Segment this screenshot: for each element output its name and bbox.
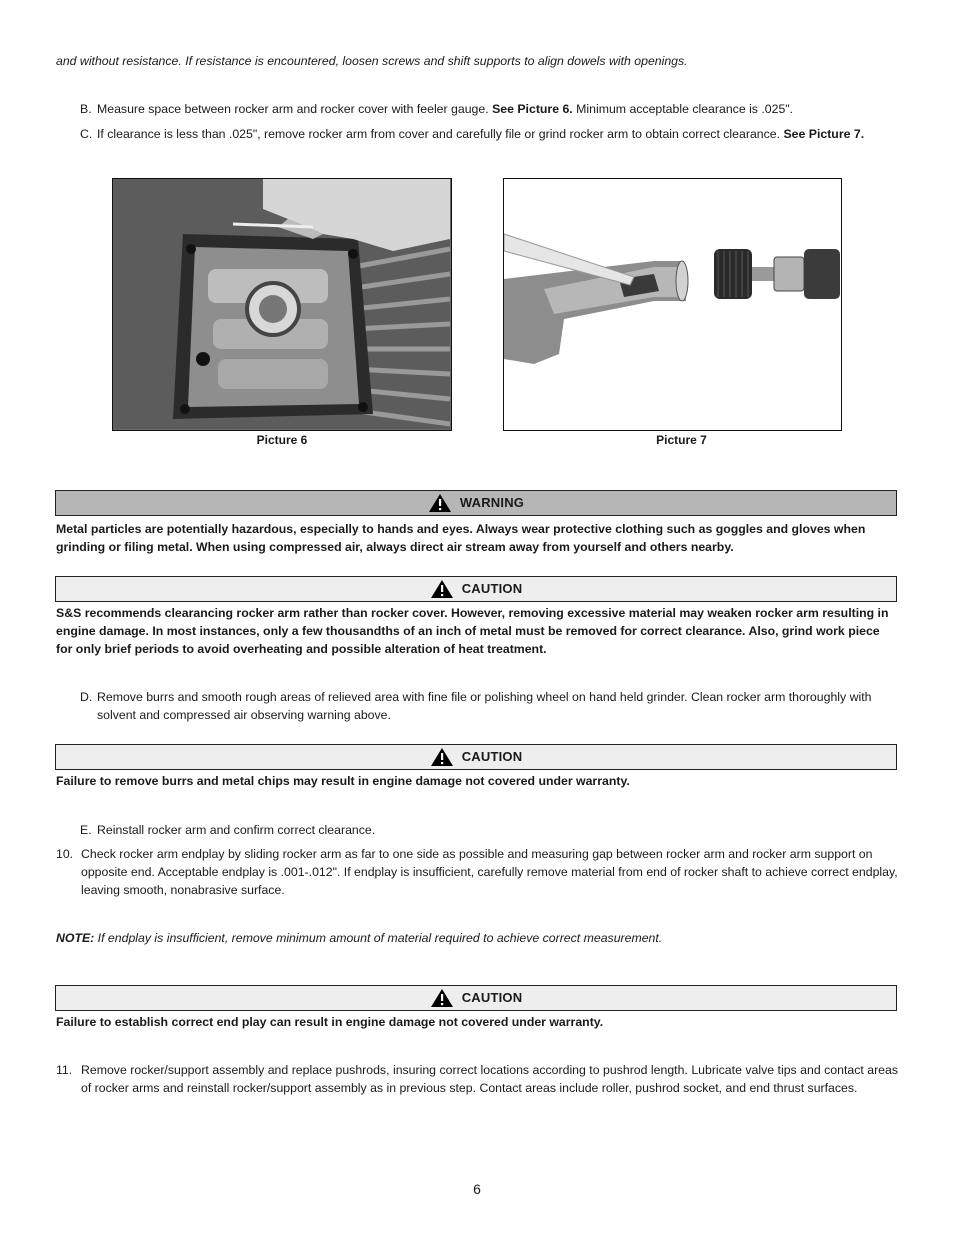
step-text: Remove rocker/support assembly and replace pushrods, insuring correct locations according to pushrod length. Lubricate valve tips and contact areas of rocker arms and reinstall rocker/support assembly as in previous step. Contact areas include roller, pushrod socket, and end thrust surfaces. <box>81 1063 898 1095</box>
step-text: Reinstall rocker arm and confirm correct clearance. <box>97 823 376 837</box>
intro-text: and without resistance. If resistance is encountered, loosen screws and shift supports to align dowels with openings. <box>56 54 688 68</box>
picture-7-photo <box>503 178 842 431</box>
warning-label: WARNING <box>459 495 525 510</box>
warning-triangle-icon <box>428 493 452 513</box>
caution-text: Failure to establish correct end play can result in engine damage not covered under warranty. <box>56 1015 604 1029</box>
step-text: If clearance is less than .025", remove rocker arm from cover and carefully file or grind rocker arm to obtain correct clearance. See Picture 7. <box>97 127 865 141</box>
step-e <box>80 821 898 839</box>
picture-6-caption: Picture 6 <box>256 433 308 447</box>
picture-6-photo <box>112 178 452 431</box>
warning-banner <box>55 490 897 516</box>
caution-banner <box>55 744 897 770</box>
step-text: Measure space between rocker arm and rocker cover with feeler gauge. See Picture 6. Minimum acceptable clearance is .025". <box>97 102 794 116</box>
step-text: Check rocker arm endplay by sliding rocker arm as far to one side as possible and measuring gap between rocker arm and rocker arm support on opposite end. Acceptable endplay is .001-.012". If endplay is insufficient, carefully remove material from end of rocker shaft to achieve correct endplay, leaving smooth, nonabrasive surface. <box>81 847 898 897</box>
note <box>56 929 898 947</box>
caution-banner <box>55 985 897 1011</box>
caution-text: S&S recommends clearancing rocker arm rather than rocker cover. However, removing excessive material may weaken rocker arm resulting in engine damage. In most instances, only a few thousandths of an inch of metal must be removed for correct clearance. Also, grind work piece for only brief periods to avoid overheating and possible alteration of heat treatment. <box>56 606 889 656</box>
warning-triangle-icon <box>430 988 454 1008</box>
caution-label: CAUTION <box>461 581 523 596</box>
page-number: 6 <box>473 1181 481 1197</box>
step-c <box>80 125 898 143</box>
step-marker: C. <box>80 127 93 141</box>
warning-text: Metal particles are potentially hazardous, especially to hands and eyes. Always wear protective clothing such as goggles and gloves when grinding or filing metal. When using compressed air, always direct air stream away from yourself and others nearby. <box>56 522 866 554</box>
step-10 <box>56 845 898 899</box>
step-marker: 11. <box>56 1063 73 1077</box>
note-label: NOTE: <box>56 931 95 945</box>
warning-triangle-icon <box>430 747 454 767</box>
step-marker: B. <box>80 102 92 116</box>
caution-banner <box>55 576 897 602</box>
step-marker: E. <box>80 823 92 837</box>
step-d <box>80 688 898 724</box>
warning-triangle-icon <box>430 579 454 599</box>
step-text: Remove burrs and smooth rough areas of relieved area with fine file or polishing wheel on hand held grinder. Clean rocker arm thoroughly with solvent and compressed air observing warning above. <box>97 690 872 722</box>
caution-label: CAUTION <box>461 749 523 764</box>
step-marker: 10. <box>56 847 74 861</box>
step-marker: D. <box>80 690 93 704</box>
engine-rocker-cover-image <box>113 179 450 429</box>
picture-6-reference: See Picture 6. <box>492 102 573 116</box>
rocker-arm-grinding-image <box>504 179 840 429</box>
step-b <box>80 100 898 118</box>
picture-7-caption: Picture 7 <box>656 433 707 447</box>
caution-text: Failure to remove burrs and metal chips may result in engine damage not covered under warranty. <box>56 774 630 788</box>
caution-label: CAUTION <box>461 990 523 1005</box>
step-11 <box>56 1061 898 1097</box>
picture-7-reference: See Picture 7. <box>783 127 865 141</box>
note-text: If endplay is insufficient, remove minimum amount of material required to achieve correct measurement. <box>94 931 663 945</box>
